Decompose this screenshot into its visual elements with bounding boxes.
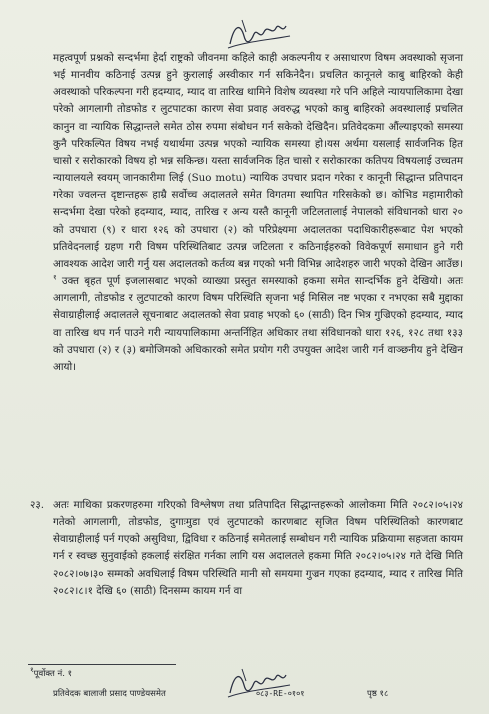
footnote-divider (28, 664, 176, 665)
section-text: अतः माथिका प्रकरणहरुमा गरिएको विश्लेषण तथा प्रतिपादित सिद्धान्तहरूको आलोकमा मिति २०८२।०५।२४ गतेको आगलागी, तोडफोड, दुगाःमुडा एवं लुटपाटको कारणबाट सृजित विषम परिस्थितिको कारणबाट सेवाग्राहीलाई पर्न गएको असुविधा, द्विविधा र कठिनाई समेतलाई सम्बोधन गरी न्यायिक प्रक्रियामा सहजता कायम गर्न र स्वच्छ सुनुवाईको हकलाई संरक्षित गर्नका लागि यस अदालतले हकमा मिति २०८२।०५।२४ गते देखि मिति २०८२।०७।३० सम्मको अवधिलाई विषम परिस्थिति मानी सो समयमा गुज्रन गएका हदम्याद, म्याद र तारिख मिति २०८२।८।१ देखि ६० (साठी) दिनसम्म कायम गर्न वा (53, 499, 463, 597)
handwritten-signature-top (224, 14, 294, 54)
paragraph-main-text: महत्वपूर्ण प्रश्नको सन्दर्भमा हेर्दा राष्ट्रको जीवनमा कहिले काही अकल्पनीय र असाधारण विषम अवस्थाको सृजना भई मानवीय कठिनाई उत्पन्न हुने कुरालाई अस्वीकार गर्न सकिनेदैन। प्रचलित कानूनले काबु बाहिरको केही अवस्थाको परिकल्पना गरी हदम्याद, म्याद वा तारिख थामिने विशेष व्यवस्था गरे पनि अहिले न्यायपालिकामा देखा परेको आगलागी तोडफोड र लुटपाटका कारण सेवा प्रवाह अवरुद्ध भएको काबु बाहिरको अवस्थालाई प्रचलित कानुन वा न्यायिक सिद्धान्तले समेत ठोस रुपमा संबोधन गर्न सकेको देखिदैन। प्रतिवेदकमा औंल्याइएको समस्या कुनै परिकल्पित विषय नभई यथार्थमा उत्पन्न भएको न्यायिक समस्या हो।यस अर्थमा यसलाई सार्वजनिक हित चासो र सरोकारको विषय हो भन्न सकिन्छ। यस्ता सार्वजनिक हित चासो र सरोकारका कतिपय विषयलाई उच्चतम न्यायालयले स्वयम् जानकारीमा लिई (Suo motu) न्यायिक उपचार प्रदान गरेका र कानूनी सिद्धान्त प्रतिपादन गरेका ज्वलन्त दृष्टान्तहरू हाम्रै सर्वोच्च अदालतले समेत विगतमा स्थापित गरिसकेको छ। कोभिड महामारीको सन्दर्भमा देखा परेको हदम्याद, म्याद, तारिख र अन्य यस्तै कानूनी जटिलतालाई नेपालको संविधानको धारा २० को उपधारा (९) र धारा १२६ को उपधारा (२) को परिप्रेक्ष्यमा अदालतका पदाधिकारीहरूबाट पेश भएको प्रतिवेदनलाई ग्रहण गरी विषम परिस्थितिबाट उत्पन्न जटिलता र कठिनाईहरुको विवेकपूर्ण समाधान हुने गरी आवश्यक आदेश जारी गर्नु यस अदालतको कर्तव्य बन्न गएको भनी विभिन्न आदेशहरु जारी भएको देखिन आउँछ। (53, 52, 463, 270)
footnote (30, 668, 72, 680)
footnote-number: १ (30, 666, 34, 675)
section-number: २३. (30, 499, 44, 511)
main-paragraph (53, 50, 463, 376)
footer-case-number: ०८३-RE-०१०१ (256, 689, 305, 698)
footer-page-number: पृष्ठ १८ (367, 689, 389, 699)
signature-icon (224, 14, 294, 54)
footnote-text: पूर्वोक्त नं. १ (33, 669, 73, 679)
paragraph-main-tail: उक्त बृहत पूर्ण इजलासबाट भएको व्याख्या प्रस्तुत समस्याको हकमा समेत सान्दर्भिक हुने देखियो। अतः आगलागी, तोडफोड र लुटपाटको कारण विषम परिस्थिति सृजना भई मिसिल नष्ट भएका र नभएका सबै मुद्दाका सेवाग्राहीलाई अदालतले सूचनाबाट अदालतको सेवा प्रवाह भएको ६० (साठी) दिन भित्र गुज्रिएको हदम्याद, म्याद वा तारिख थप गर्न पाउने गरी न्यायपालिकामा अन्तर्निहित अधिकार तथा संविधानको धारा १२६, १२८ तथा १३३ को उपधारा (२) र (३) बमोजिमको अधिकारको समेत प्रयोग गरी उपयुक्त आदेश जारी गर्न वाञ्छनीय हुने देखिन आयो। (53, 275, 463, 373)
footer-case-party: प्रतिवेदक बालाजी प्रसाद पाण्डेयसमेत (53, 689, 166, 699)
footnote-reference: १ (53, 273, 57, 282)
numbered-paragraph-23 (30, 497, 463, 600)
